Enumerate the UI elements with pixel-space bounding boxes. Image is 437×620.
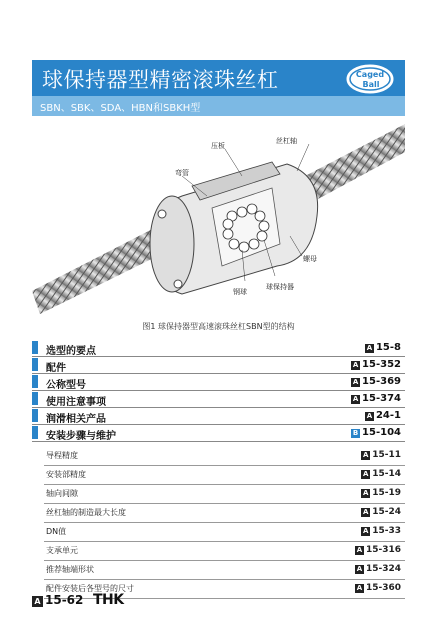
toc-label: 润滑相关产品 bbox=[46, 414, 106, 425]
list-item-page: A 15-360 bbox=[356, 583, 401, 593]
list-item-label: 配件安装后各型号的尺寸 bbox=[46, 584, 134, 593]
section-a-icon: A bbox=[356, 546, 363, 554]
list-item-page: A 15-14 bbox=[362, 469, 401, 479]
toc-label: 配件 bbox=[46, 363, 66, 374]
section-a-icon: A bbox=[366, 412, 373, 420]
logo-text-bottom: Ball bbox=[362, 80, 380, 89]
toc-marker bbox=[32, 358, 38, 371]
reference-list bbox=[44, 447, 405, 599]
list-item[interactable] bbox=[44, 561, 405, 580]
list-item[interactable] bbox=[44, 523, 405, 542]
label-ball-cage: 球保持器 bbox=[266, 283, 294, 291]
toc-page: A 15-8 bbox=[366, 342, 401, 353]
section-a-icon: A bbox=[362, 451, 369, 459]
toc-label: 选型的要点 bbox=[46, 346, 96, 357]
list-item[interactable] bbox=[44, 504, 405, 523]
section-a-icon: A bbox=[356, 565, 363, 573]
logo-text-top: Caged bbox=[355, 70, 385, 79]
list-item-page: A 15-11 bbox=[362, 450, 401, 460]
toc-row[interactable] bbox=[32, 425, 405, 442]
toc-marker bbox=[32, 392, 38, 405]
list-item-label: DN值 bbox=[46, 527, 67, 536]
list-item[interactable] bbox=[44, 466, 405, 485]
toc-label: 使用注意事项 bbox=[46, 397, 106, 408]
section-b-icon: B bbox=[352, 429, 359, 437]
list-item[interactable] bbox=[44, 485, 405, 504]
toc-label: 安装步骤与维护 bbox=[46, 431, 116, 442]
thk-logo: THK bbox=[93, 592, 124, 608]
list-item[interactable] bbox=[44, 447, 405, 466]
toc-row[interactable] bbox=[32, 374, 405, 391]
toc-marker bbox=[32, 375, 38, 388]
page-number: A 15-62 bbox=[32, 593, 83, 607]
toc-marker bbox=[32, 409, 38, 422]
toc-row[interactable] bbox=[32, 340, 405, 357]
list-item-label: 安装部精度 bbox=[46, 470, 86, 479]
toc-page: A 15-369 bbox=[352, 376, 401, 387]
section-a-icon: A bbox=[352, 378, 359, 386]
list-item[interactable] bbox=[44, 542, 405, 561]
list-item-page: A 15-19 bbox=[362, 488, 401, 498]
list-item-label: 丝杠轴的制造最大长度 bbox=[46, 508, 126, 517]
list-item-page: A 15-24 bbox=[362, 507, 401, 517]
section-a-icon: A bbox=[362, 508, 369, 516]
toc-label: 公称型号 bbox=[46, 380, 86, 391]
list-item-page: A 15-33 bbox=[362, 526, 401, 536]
section-a-icon: A bbox=[356, 584, 363, 592]
toc-main bbox=[32, 340, 405, 442]
list-item-page: A 15-316 bbox=[356, 545, 401, 555]
section-a-icon: A bbox=[352, 395, 359, 403]
list-item-label: 支承单元 bbox=[46, 546, 78, 555]
toc-marker bbox=[32, 426, 38, 439]
label-return-pipe: 弯管 bbox=[175, 169, 189, 177]
label-press-plate: 压板 bbox=[211, 142, 225, 150]
figure-caption: 图1 球保持器型高速滚珠丝杠SBN型的结构 bbox=[142, 322, 295, 331]
label-steel-ball: 钢球 bbox=[233, 288, 247, 296]
section-a-icon: A bbox=[362, 489, 369, 497]
toc-row[interactable] bbox=[32, 357, 405, 374]
toc-page: A 15-352 bbox=[352, 359, 401, 370]
toc-page: A 24-1 bbox=[366, 410, 401, 421]
page-subtitle: SBN、SBK、SDA、HBN和SBKH型 bbox=[40, 103, 201, 114]
section-a-icon: A bbox=[352, 361, 359, 369]
toc-marker bbox=[32, 341, 38, 354]
section-a-icon: A bbox=[362, 527, 369, 535]
toc-page: B 15-104 bbox=[352, 427, 401, 438]
caged-ball-logo bbox=[344, 62, 396, 96]
toc-row[interactable] bbox=[32, 391, 405, 408]
nut-flange bbox=[150, 196, 194, 292]
list-item-label: 轴向间隙 bbox=[46, 489, 78, 498]
subtitle-banner bbox=[32, 96, 405, 116]
label-nut: 螺母 bbox=[303, 255, 317, 263]
list-item-page: A 15-324 bbox=[356, 564, 401, 574]
label-screw-shaft: 丝杠轴 bbox=[276, 137, 297, 145]
section-a-icon: A bbox=[362, 470, 369, 478]
list-item-label: 推荐轴端形状 bbox=[46, 565, 94, 574]
section-a-icon: A bbox=[366, 344, 373, 352]
section-a-icon: A bbox=[32, 596, 43, 607]
toc-row[interactable] bbox=[32, 408, 405, 425]
page-title: 球保持器型精密滚珠丝杠 bbox=[42, 68, 279, 92]
list-item-label: 导程精度 bbox=[46, 451, 78, 460]
toc-page: A 15-374 bbox=[352, 393, 401, 404]
